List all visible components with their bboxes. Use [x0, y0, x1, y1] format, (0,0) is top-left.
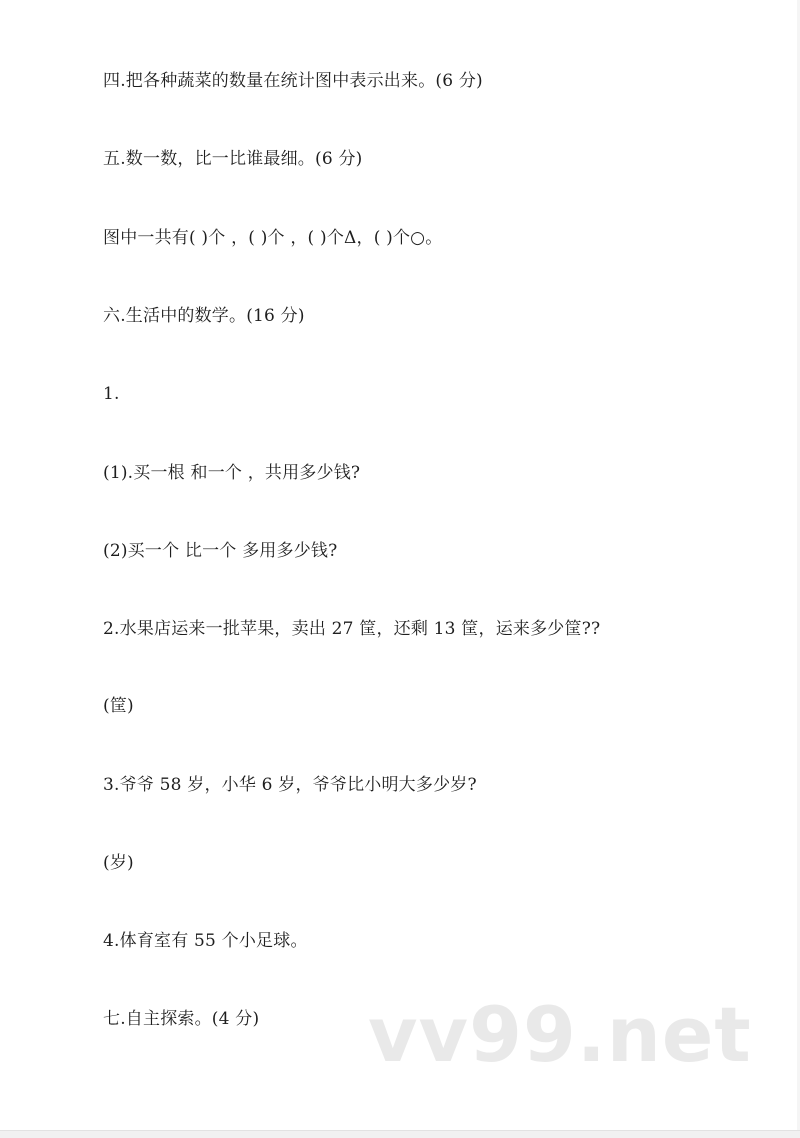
question-3-unit: (岁) — [103, 853, 134, 873]
section-4-heading: 四.把各种蔬菜的数量在统计图中表示出来。(6 分) — [103, 71, 483, 91]
section-7-heading: 七.自主探索。(4 分) — [103, 1009, 260, 1029]
question-1-number: 1. — [103, 384, 120, 404]
question-2: 2.水果店运来一批苹果，卖出 27 筐，还剩 13 筐，运来多少筐?? — [103, 619, 601, 639]
question-2-unit: (筐) — [103, 696, 134, 716]
section-6-heading: 六.生活中的数学。(16 分) — [103, 306, 305, 326]
question-1-part-1: (1).买一根 和一个 ，共用多少钱? — [103, 463, 361, 483]
section-5-heading: 五.数一数，比一比谁最细。(6 分) — [103, 149, 363, 169]
watermark: vv99.net — [368, 990, 752, 1079]
question-4: 4.体育室有 55 个小足球。 — [103, 931, 308, 951]
shape-count-question: 图中一共有( )个 ，( )个 ，( )个Δ，( )个○。 — [103, 228, 443, 248]
question-1-part-2: (2)买一个 比一个 多用多少钱? — [103, 541, 338, 561]
question-3: 3.爷爷 58 岁，小华 6 岁，爷爷比小明大多少岁? — [103, 775, 477, 795]
